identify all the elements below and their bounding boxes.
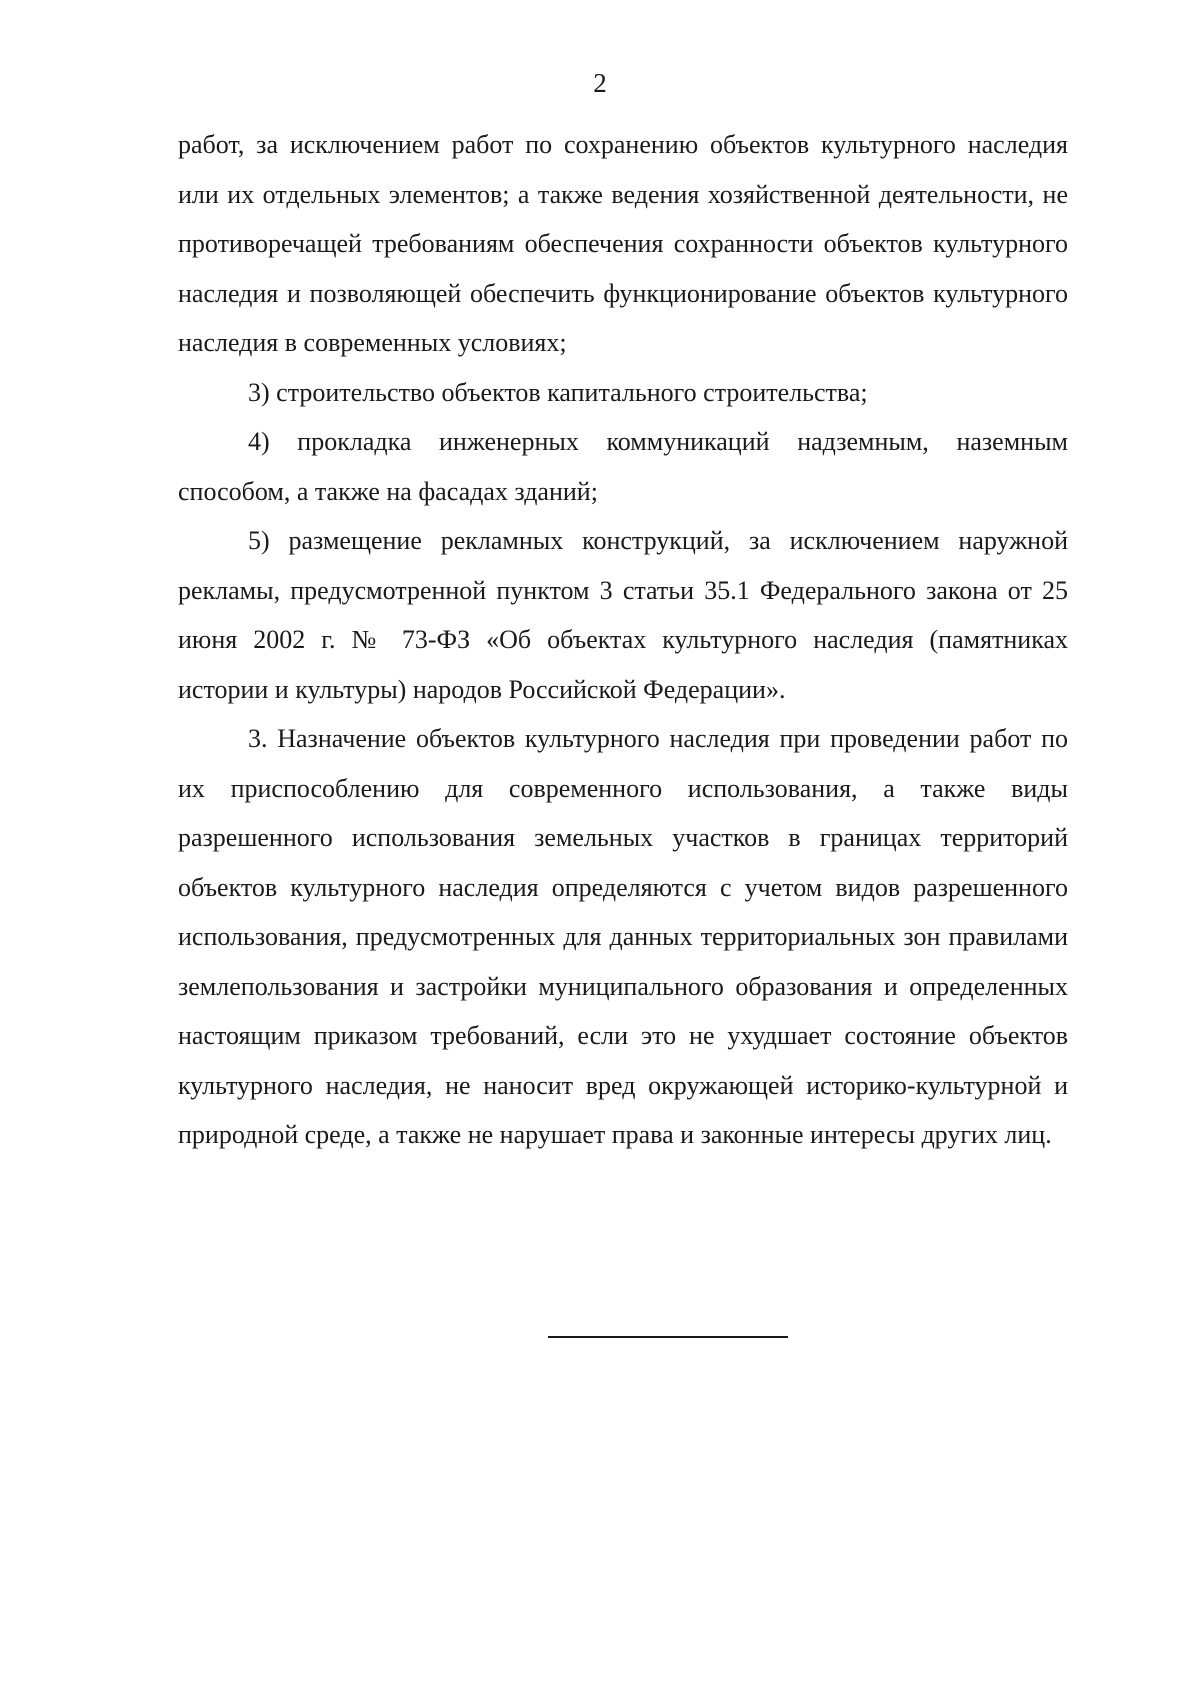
list-item-5: 5) размещение рекламных конструкций, за исключением наружной рекламы, предусмотренной пунктом 3 статьи 35.1 Федерального закона от 25 июня 2002 г. № 73-ФЗ «Об объектах культурного наследия (памятниках истории и культуры) народов Российской Федерации». [178, 526, 1068, 704]
section-3-paragraph: 3. Назначение объектов культурного наследия при проведении работ по их приспособлению для современного использования, а также виды разрешенного использования земельных участков в границах территорий объектов культурного наследия определяются с учетом видов разрешенного использования, предусмотренных для данных территориальных зон правилами землепользования и застройки муниципального образования и определенных настоящим приказом требований, если это не ухудшает состояние объектов культурного наследия, не наносит вред окружающей историко-культурной и природной среде, а также не нарушает права и законные интересы других лиц. [178, 724, 1068, 1149]
end-of-document-rule [548, 1336, 788, 1338]
paragraph-continuation: работ, за исключением работ по сохранению объектов культурного наследия или их отдельных элементов; а также ведения хозяйственной деятельности, не противоречащей требованиям обеспечения сохранности объектов культурного наследия и позволяющей обеспечить функционирование объектов культурного наследия в современных условиях; [178, 130, 1068, 357]
list-item-3: 3) строительство объектов капитального строительства; [248, 377, 868, 407]
page-number: 2 [593, 68, 607, 98]
list-item-4: 4) прокладка инженерных коммуникаций надземным, наземным способом, а также на фасадах зданий; [178, 427, 1068, 506]
document-body [178, 120, 1068, 1160]
